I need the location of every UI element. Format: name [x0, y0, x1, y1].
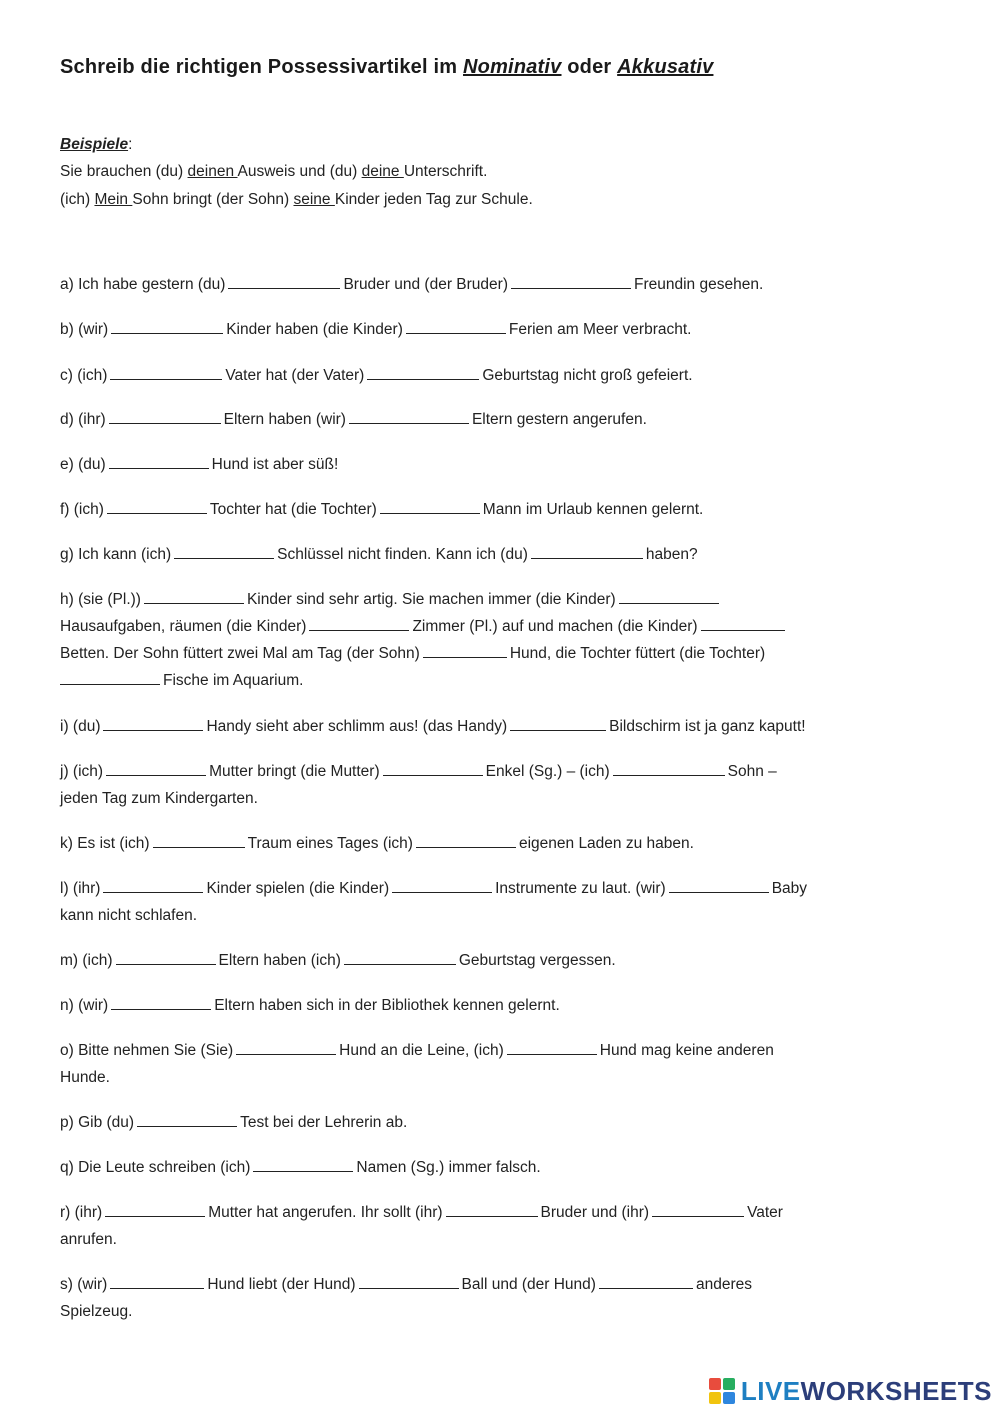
exercise-o: o) Bitte nehmen Sie (Sie) Hund an die Leine, (ich) Hund mag keine anderen Hunde. — [60, 1037, 940, 1091]
exercise-m: m) (ich) Eltern haben (ich) Geburtstag vergessen. — [60, 947, 940, 974]
answer-blank[interactable] — [599, 1272, 693, 1289]
answer-blank[interactable] — [107, 497, 207, 514]
answer-blank[interactable] — [446, 1200, 538, 1217]
answer-blank[interactable] — [510, 714, 606, 731]
answer-blank[interactable] — [344, 948, 456, 965]
answer-blank[interactable] — [367, 363, 479, 380]
answer-blank[interactable] — [236, 1038, 336, 1055]
exercise-f: f) (ich) Tochter hat (die Tochter) Mann im Urlaub kennen gelernt. — [60, 496, 940, 523]
answer-blank[interactable] — [174, 542, 274, 559]
page-title: Schreib die richtigen Possessivartikel im Nominativ oder Akkusativ — [60, 56, 714, 78]
answer-blank[interactable] — [106, 759, 206, 776]
answer-blank[interactable] — [613, 759, 725, 776]
example-line-1: Sie brauchen (du) deinen Ausweis und (du) deine Unterschrift. — [60, 163, 488, 180]
answer-blank[interactable] — [111, 993, 211, 1010]
answer-blank[interactable] — [110, 363, 222, 380]
answer-blank[interactable] — [137, 1110, 237, 1127]
liveworksheets-logo[interactable] — [709, 1375, 992, 1407]
exercise-b: b) (wir) Kinder haben (die Kinder) Ferien am Meer verbracht. — [60, 316, 940, 343]
answer-blank[interactable] — [105, 1200, 205, 1217]
answer-blank[interactable] — [380, 497, 480, 514]
answer-blank[interactable] — [511, 272, 631, 289]
examples-section: Beispiele: Sie brauchen (du) deinen Ausweis und (du) deine Unterschrift. (ich) Mein Sohn bringt (der Sohn) seine Kinder jeden Tag zur Schule. — [60, 136, 940, 210]
exercise-a: a) Ich habe gestern (du) Bruder und (der Bruder) Freundin gesehen. — [60, 271, 940, 298]
answer-blank[interactable] — [507, 1038, 597, 1055]
exercise-e: e) (du) Hund ist aber süß! — [60, 451, 940, 478]
answer-blank[interactable] — [531, 542, 643, 559]
answer-blank[interactable] — [103, 714, 203, 731]
exercise-q: q) Die Leute schreiben (ich) Namen (Sg.) immer falsch. — [60, 1154, 940, 1181]
exercise-p: p) Gib (du) Test bei der Lehrerin ab. — [60, 1109, 940, 1136]
answer-blank[interactable] — [109, 407, 221, 424]
answer-blank[interactable] — [406, 317, 506, 334]
exercise-i: i) (du) Handy sieht aber schlimm aus! (das Handy) Bildschirm ist ja ganz kaputt! — [60, 713, 940, 740]
answer-blank[interactable] — [701, 614, 785, 631]
answer-blank[interactable] — [652, 1200, 744, 1217]
exercise-c: c) (ich) Vater hat (der Vater) Geburtstag nicht groß gefeiert. — [60, 362, 940, 389]
examples-label: Beispiele — [60, 136, 129, 153]
exercise-k: k) Es ist (ich) Traum eines Tages (ich) eigenen Laden zu haben. — [60, 830, 940, 857]
answer-blank[interactable] — [116, 948, 216, 965]
exercise-s: s) (wir) Hund liebt (der Hund) Ball und (der Hund) anderes Spielzeug. — [60, 1271, 940, 1325]
answer-blank[interactable] — [60, 668, 160, 685]
answer-blank[interactable] — [110, 1272, 204, 1289]
answer-blank[interactable] — [144, 587, 244, 604]
exercise-g: g) Ich kann (ich) Schlüssel nicht finden. Kann ich (du) haben? — [60, 541, 940, 568]
answer-blank[interactable] — [349, 407, 469, 424]
answer-blank[interactable] — [359, 1272, 459, 1289]
nominativ-word: Nominativ — [463, 56, 562, 78]
exercise-l: l) (ihr) Kinder spielen (die Kinder) Instrumente zu laut. (wir) Baby kann nicht schlafen. — [60, 875, 940, 929]
answer-blank[interactable] — [253, 1155, 353, 1172]
liveworksheets-logo-icon — [709, 1378, 735, 1404]
answer-blank[interactable] — [103, 876, 203, 893]
answer-blank[interactable] — [309, 614, 409, 631]
exercise-h: h) (sie (Pl.)) Kinder sind sehr artig. Sie machen immer (die Kinder) Hausaufgaben, räumen (die Kinder) Zimmer (Pl.) auf und machen (die Kinder) Betten. Der Sohn füttert zwei Mal am Tag (der Sohn) Hund, die Tochter füttert (die Tochter) Fische im Aquarium. — [60, 586, 940, 694]
answer-blank[interactable] — [111, 317, 223, 334]
answer-blank[interactable] — [416, 831, 516, 848]
answer-blank[interactable] — [383, 759, 483, 776]
answer-blank[interactable] — [423, 641, 507, 658]
answer-blank[interactable] — [619, 587, 719, 604]
exercise-n: n) (wir) Eltern haben sich in der Bibliothek kennen gelernt. — [60, 992, 940, 1019]
answer-blank[interactable] — [392, 876, 492, 893]
exercise-d: d) (ihr) Eltern haben (wir) Eltern gestern angerufen. — [60, 406, 940, 433]
answer-blank[interactable] — [109, 452, 209, 469]
exercise-r: r) (ihr) Mutter hat angerufen. Ihr sollt (ihr) Bruder und (ihr) Vater anrufen. — [60, 1199, 940, 1253]
exercise-j: j) (ich) Mutter bringt (die Mutter) Enkel (Sg.) – (ich) Sohn – jeden Tag zum Kindergarten. — [60, 758, 940, 812]
answer-blank[interactable] — [228, 272, 340, 289]
example-line-2: (ich) Mein Sohn bringt (der Sohn) seine Kinder jeden Tag zur Schule. — [60, 191, 533, 208]
answer-blank[interactable] — [153, 831, 245, 848]
akkusativ-word: Akkusativ — [617, 56, 714, 78]
answer-blank[interactable] — [669, 876, 769, 893]
liveworksheets-wordmark: LIVEWORKSHEETS — [740, 1375, 992, 1406]
